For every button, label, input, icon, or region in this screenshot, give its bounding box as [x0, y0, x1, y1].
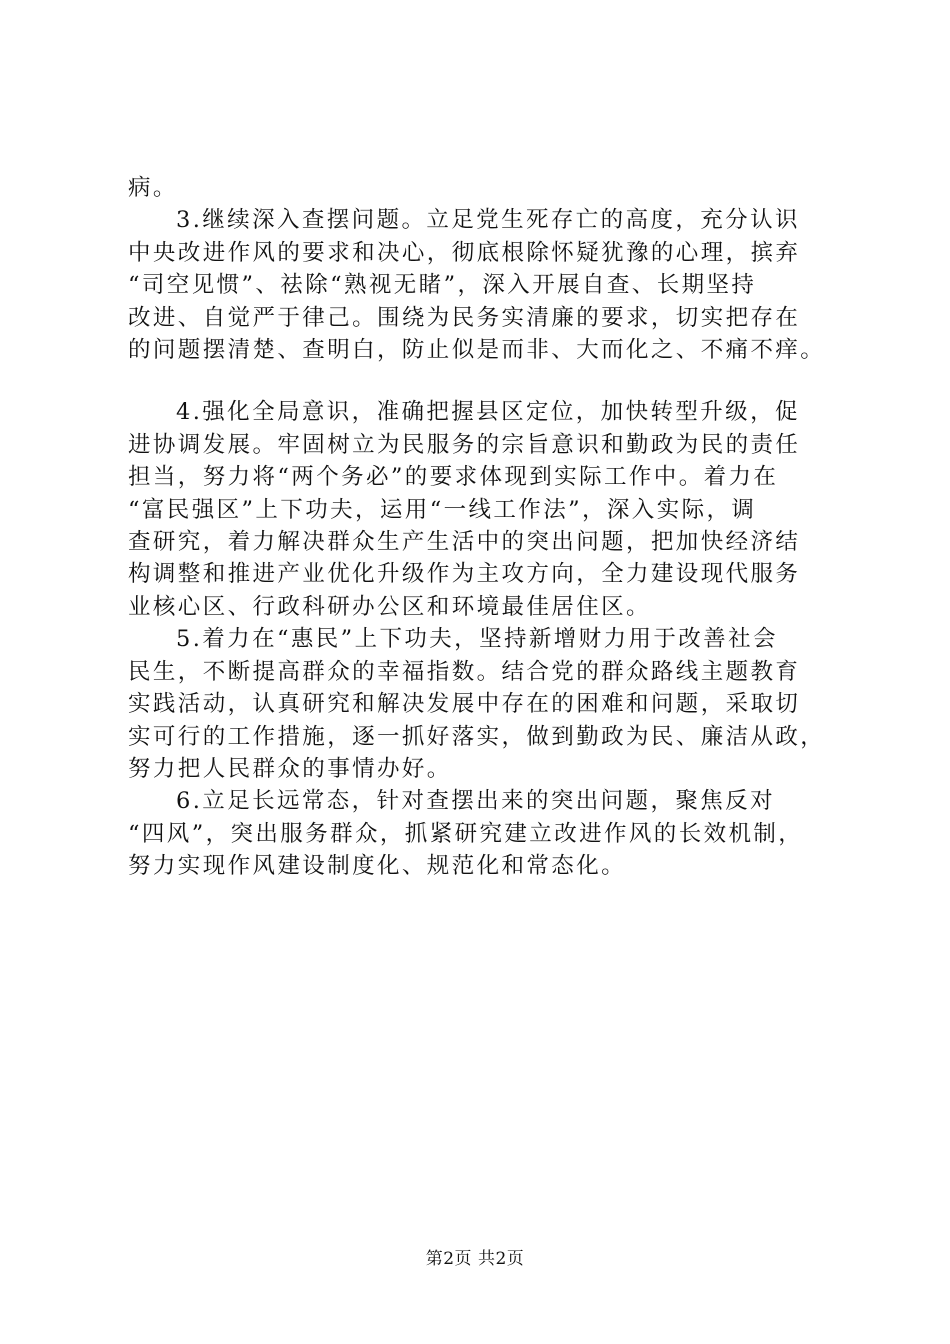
text-line: “司空见惯”、祛除“熟视无睹”，深入开展自查、长期坚持 [128, 272, 757, 299]
text-line: 努力把人民群众的事情办好。 [128, 755, 452, 782]
text-line: 实践活动，认真研究和解决发展中存在的困难和问题，采取切 [128, 691, 801, 718]
text-line: 民生，不断提高群众的幸福指数。结合党的群众路线主题教育 [128, 658, 801, 685]
text-line: 的问题摆清楚、查明白，防止似是而非、大而化之、不痛不痒。 [128, 337, 826, 364]
text-line: 改进、自觉严于律己。围绕为民务实清廉的要求，切实把存在 [128, 304, 801, 331]
text-line: 业核心区、行政科研办公区和环境最佳居住区。 [128, 593, 651, 620]
text-line: 担当，努力将“两个务必”的要求体现到实际工作中。着力在 [128, 464, 779, 491]
text-line: 6.立足长远常态，针对查摆出来的突出问题，聚焦反对 [176, 788, 775, 815]
text-line: “富民强区”上下功夫，运用“一线工作法”，深入实际，调 [128, 496, 757, 523]
paragraph-5 [128, 623, 848, 785]
text-line: 3.继续深入查摆问题。立足党生死存亡的高度，充分认识 [176, 207, 800, 234]
text-line: 努力实现作风建设制度化、规范化和常态化。 [128, 853, 627, 880]
text-line: “四风”，突出服务群众，抓紧研究建立改进作风的长效机制， [128, 820, 804, 847]
paragraph-4 [128, 396, 848, 623]
text-line: 病。 [128, 175, 178, 201]
text-line: 构调整和推进产业优化升级作为主攻方向，全力建设现代服务 [128, 561, 801, 588]
text-line: 进协调发展。牢固树立为民服务的宗旨意识和勤政为民的责任 [128, 431, 801, 458]
page-footer: 第2页 共2页 [425, 1249, 525, 1269]
text-line: 中央改进作风的要求和决心，彻底根除怀疑犹豫的心理，摈弃 [128, 239, 801, 266]
document-body [128, 172, 848, 883]
text-line: 实可行的工作措施，逐一抓好落实，做到勤政为民、廉洁从政， [128, 723, 826, 750]
paragraph-spacer [128, 366, 848, 396]
paragraph-6 [128, 785, 848, 882]
text-line: 查研究，着力解决群众生产生活中的突出问题，把加快经济结 [128, 529, 801, 556]
paragraph-continuation [128, 172, 848, 204]
paragraph-3 [128, 204, 848, 366]
text-line: 5.着力在“惠民”上下功夫，坚持新增财力用于改善社会 [176, 626, 778, 653]
text-line: 4.强化全局意识，准确把握县区定位，加快转型升级，促 [176, 399, 800, 426]
